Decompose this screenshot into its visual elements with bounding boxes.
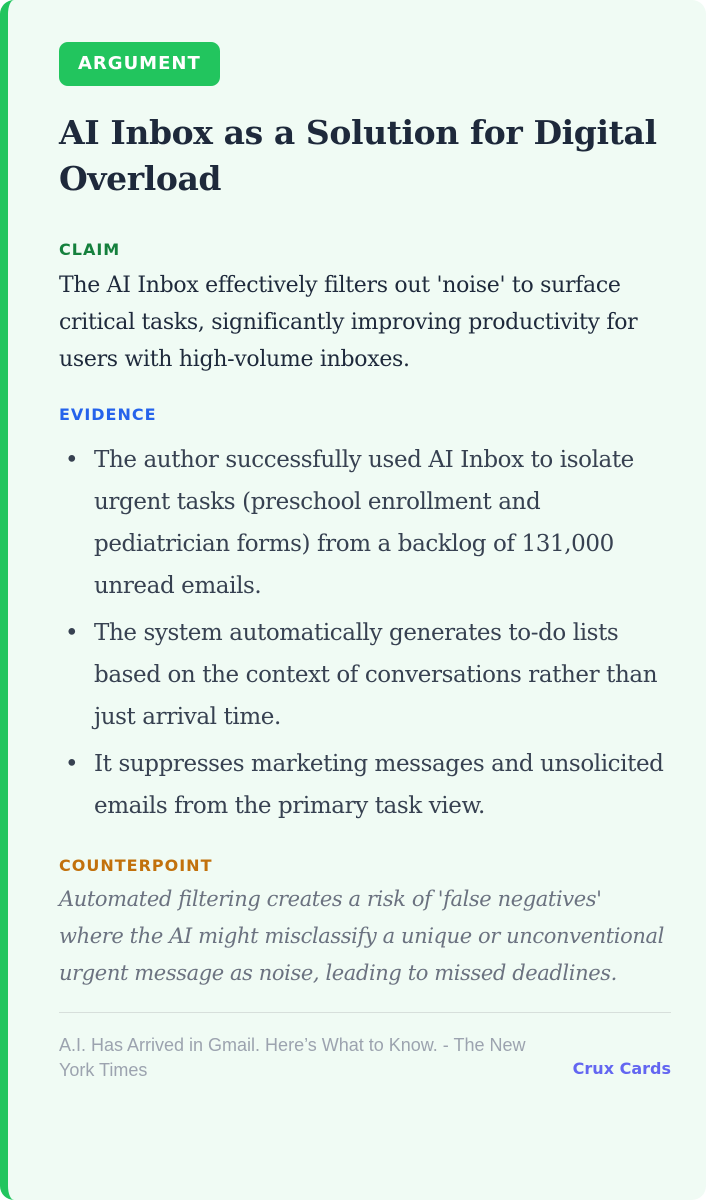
bullet-icon: •: [65, 620, 79, 646]
evidence-label: EVIDENCE: [59, 405, 157, 424]
claim-text: The AI Inbox effectively filters out 'noise' to surface critical tasks, significantly improving productivity for users with high-volume inboxes.: [59, 273, 638, 372]
evidence-item: [59, 612, 671, 738]
claim-label: CLAIM: [59, 240, 121, 259]
brand-label: Crux Cards: [572, 1059, 671, 1078]
source-citation: A.I. Has Arrived in Gmail. Here’s What to Know. - The New York Times: [59, 1035, 526, 1080]
evidence-item: [59, 743, 671, 827]
evidence-text: The author successfully used AI Inbox to isolate urgent tasks (preschool enrollment and pediatrician forms) from a backlog of 131,000 unread emails.: [94, 447, 634, 599]
evidence-list: [59, 439, 671, 827]
bullet-icon: •: [65, 447, 79, 473]
card-title: AI Inbox as a Solution for Digital Overload: [59, 113, 657, 198]
footer-divider: [59, 1012, 671, 1013]
evidence-text: The system automatically generates to-do lists based on the context of conversations rather than just arrival time.: [94, 620, 658, 730]
counterpoint-text: Automated filtering creates a risk of 'false negatives' where the AI might misclassify a unique or unconventional urgent message as noise, leading to missed deadlines.: [59, 887, 664, 985]
card-content: [59, 42, 671, 1081]
evidence-item: [59, 439, 671, 607]
bullet-icon: •: [65, 751, 79, 777]
argument-badge: ARGUMENT: [59, 42, 220, 86]
evidence-text: It suppresses marketing messages and unsolicited emails from the primary task view.: [94, 751, 664, 819]
card-footer: [59, 1033, 671, 1081]
counterpoint-label: COUNTERPOINT: [59, 856, 213, 875]
